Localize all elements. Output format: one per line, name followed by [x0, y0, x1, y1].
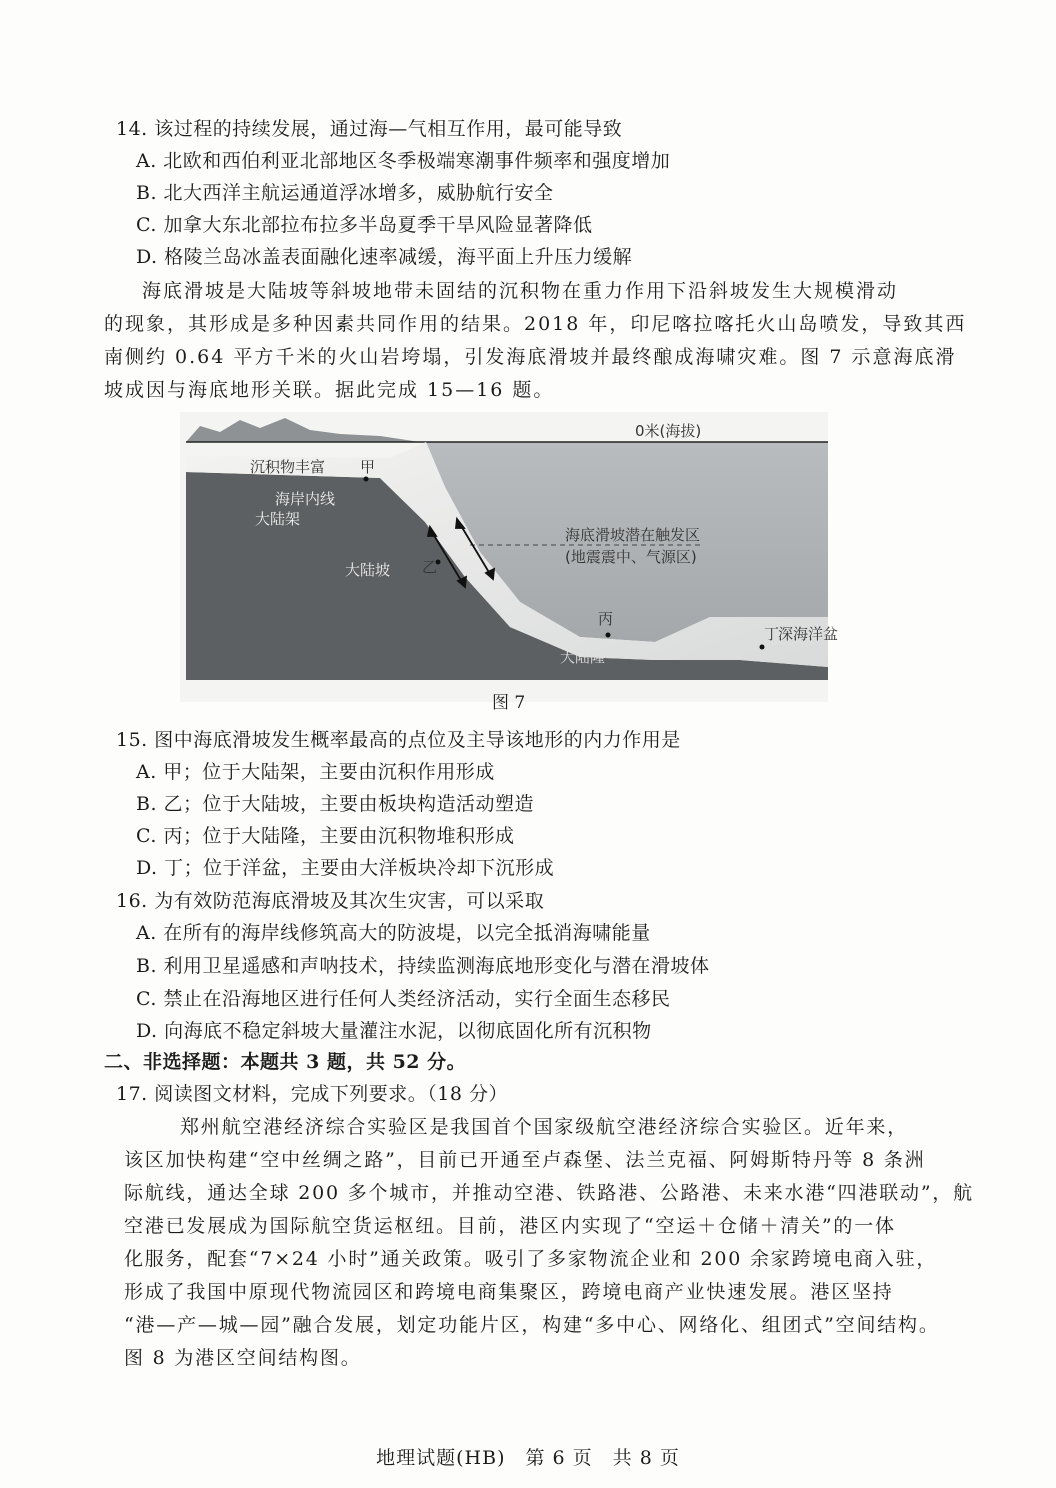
label-bing: 丙: [598, 610, 614, 628]
label-basin: 深海洋盆: [778, 625, 839, 643]
point-jia: [364, 477, 369, 482]
q17-line-5: 化服务，配套“7×24 小时”通关政策。吸引了多家物流企业和 200 余家跨境电商入驻，: [124, 1248, 938, 1270]
q14-option-c: C. 加拿大东北部拉布拉多半岛夏季干旱风险显著降低: [136, 214, 593, 236]
label-rise: 大陆隆: [560, 648, 606, 666]
q17-stem: 17. 阅读图文材料，完成下列要求。（18 分）: [116, 1083, 508, 1105]
q15-option-b: B. 乙；位于大陆坡，主要由板块构造活动塑造: [136, 793, 535, 815]
q14-option-d: D. 格陵兰岛冰盖表面融化速率减缓，海平面上升压力缓解: [136, 246, 633, 268]
q16-option-c: C. 禁止在沿海地区进行任何人类经济活动，实行全面生态移民: [136, 988, 671, 1010]
label-shelf: 大陆架: [255, 510, 301, 528]
passage-line-2: 的现象，其形成是多种因素共同作用的结果。2018 年，印尼喀拉喀托火山岛喷发，导致其西: [104, 313, 967, 335]
q15-option-d: D. 丁；位于洋盆，主要由大洋板块冷却下沉形成: [136, 857, 555, 879]
label-sea-level: 0米(海拔): [635, 422, 702, 440]
figure-caption: 图 7: [492, 693, 526, 713]
q15-option-a: A. 甲；位于大陆架，主要由沉积作用形成: [136, 761, 495, 783]
q17-line-8: 图 8 为港区空间结构图。: [124, 1347, 362, 1369]
q16-option-d: D. 向海底不稳定斜坡大量灌注水泥，以彻底固化所有沉积物: [136, 1020, 652, 1042]
q14-stem: 14. 该过程的持续发展，通过海—气相互作用，最可能导致: [116, 118, 623, 140]
q17-line-2: 该区加快构建“空中丝绸之路”，目前已开通至卢森堡、法兰克福、阿姆斯特丹等 8 条洲: [124, 1149, 926, 1171]
figure-7-diagram: [180, 412, 839, 702]
label-trigger-note: (地震震中、气源区): [565, 548, 697, 566]
point-bing: [606, 633, 611, 638]
label-sediment: 沉积物丰富: [250, 458, 326, 476]
q16-stem: 16. 为有效防范海底滑坡及其次生灾害，可以采取: [116, 890, 545, 912]
q17-line-4: 空港已发展成为国际航空货运枢纽。目前，港区内实现了“空运＋仓储＋清关”的一体: [124, 1215, 896, 1237]
passage-line-1: 海底滑坡是大陆坡等斜坡地带未固结的沉积物在重力作用下沿斜坡发生大规模滑动: [142, 280, 899, 302]
q16-option-b: B. 利用卫星遥感和声呐技术，持续监测海底地形变化与潜在滑坡体: [136, 955, 710, 977]
q16-option-a: A. 在所有的海岸线修筑高大的防波堤，以完全抵消海啸能量: [136, 922, 651, 944]
passage-line-4: 坡成因与海底地形关联。据此完成 15—16 题。: [104, 379, 555, 401]
q17-line-3: 际航线，通达全球 200 多个城市，并推动空港、铁路港、公路港、未来水港“四港联动”，航: [124, 1182, 974, 1204]
passage-line-3: 南侧约 0.64 平方千米的火山岩垮塌，引发海底滑坡并最终酿成海啸灾难。图 7 示意海底滑: [104, 346, 957, 368]
point-ding: [760, 645, 765, 650]
page-footer: 地理试题(HB) 第 6 页 共 8 页: [376, 1447, 680, 1469]
q15-option-c: C. 丙；位于大陆隆，主要由沉积物堆积形成: [136, 825, 515, 847]
q17-line-1: 郑州航空港经济综合实验区是我国首个国家级航空港经济综合实验区。近年来，: [180, 1116, 909, 1138]
label-yi: 乙: [422, 558, 438, 576]
q14-option-b: B. 北大西洋主航运通道浮冰增多，威胁航行安全: [136, 182, 554, 204]
q17-line-6: 形成了我国中原现代物流园区和跨境电商集聚区，跨境电商产业快速发展。港区坚持: [124, 1281, 894, 1303]
label-ding: 丁: [764, 625, 780, 643]
q17-line-7: “港—产—城—园”融合发展，划定功能片区，构建“多中心、网络化、组团式”空间结构。: [124, 1314, 940, 1336]
label-coastline: 海岸内线: [275, 490, 336, 508]
q14-option-a: A. 北欧和西伯利亚北部地区冬季极端寒潮事件频率和强度增加: [136, 150, 671, 172]
section-2-heading: 二、非选择题：本题共 3 题，共 52 分。: [104, 1051, 467, 1073]
label-trigger-zone: 海底滑坡潜在触发区: [565, 526, 701, 544]
label-slope: 大陆坡: [345, 561, 391, 579]
label-jia: 甲: [360, 458, 376, 476]
q15-stem: 15. 图中海底滑坡发生概率最高的点位及主导该地形的内力作用是: [116, 729, 681, 751]
